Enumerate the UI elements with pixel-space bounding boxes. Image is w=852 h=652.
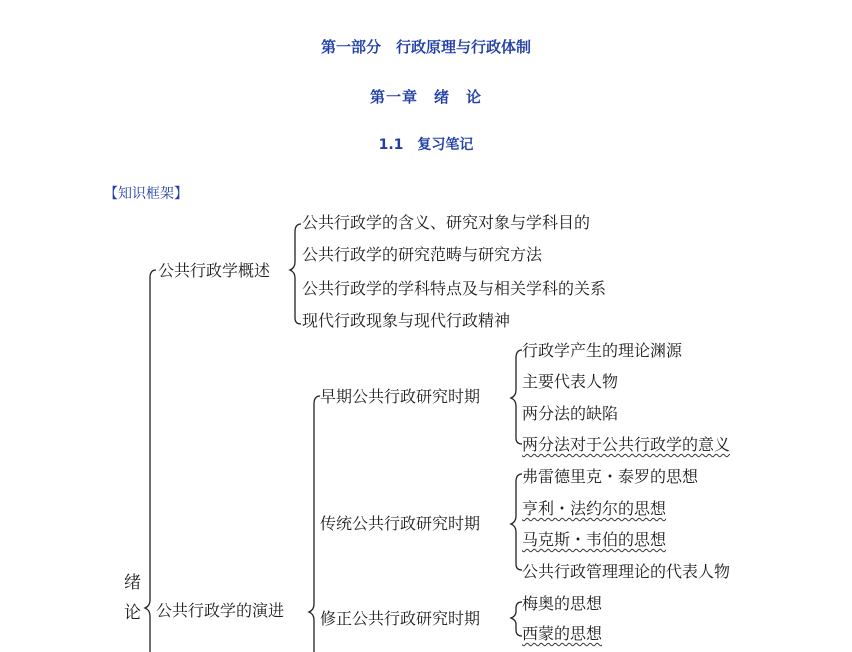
- part-title: 第一部分 行政原理与行政体制: [320, 38, 531, 56]
- evolution-label: 公共行政学的演进: [156, 601, 285, 620]
- knowledge-framework-label: 【知识框架】: [104, 186, 188, 202]
- revised-period-label: 修正公共行政研究时期: [320, 609, 481, 628]
- traditional-item: 弗雷德里克・泰罗的思想: [522, 467, 699, 486]
- overview-bracket: [290, 224, 301, 324]
- traditional-item: 亨利・法约尔的思想: [522, 499, 667, 518]
- overview-item: 公共行政学的学科特点及与相关学科的关系: [302, 279, 607, 298]
- traditional-bracket: [511, 474, 522, 570]
- revised-bracket: [511, 602, 522, 636]
- chapter-title: 第一章 绪 论: [369, 88, 482, 106]
- evolution-bracket: [309, 396, 320, 652]
- traditional-period-label: 传统公共行政研究时期: [320, 514, 481, 533]
- overview-item: 公共行政学的含义、研究对象与学科目的: [302, 213, 591, 232]
- section-title: 1.1 复习笔记: [378, 137, 474, 153]
- overview-label: 公共行政学概述: [158, 261, 271, 280]
- revised-item: 西蒙的思想: [522, 624, 603, 643]
- revised-item: 梅奥的思想: [522, 594, 603, 613]
- overview-item: 现代行政现象与现代行政精神: [302, 311, 511, 330]
- root-char-1: 绪: [124, 573, 141, 593]
- overview-item: 公共行政学的研究范畴与研究方法: [302, 245, 543, 264]
- traditional-item: 马克斯・韦伯的思想: [522, 530, 667, 549]
- traditional-item: 公共行政管理理论的代表人物: [522, 562, 731, 581]
- early-bracket: [511, 350, 522, 444]
- early-period-label: 早期公共行政研究时期: [320, 387, 481, 406]
- early-item: 主要代表人物: [522, 372, 619, 391]
- root-bracket: [145, 270, 156, 652]
- root-char-2: 论: [124, 603, 141, 623]
- early-item: 行政学产生的理论渊源: [522, 341, 683, 360]
- early-item: 两分法的缺陷: [522, 404, 619, 423]
- early-item: 两分法对于公共行政学的意义: [522, 435, 731, 454]
